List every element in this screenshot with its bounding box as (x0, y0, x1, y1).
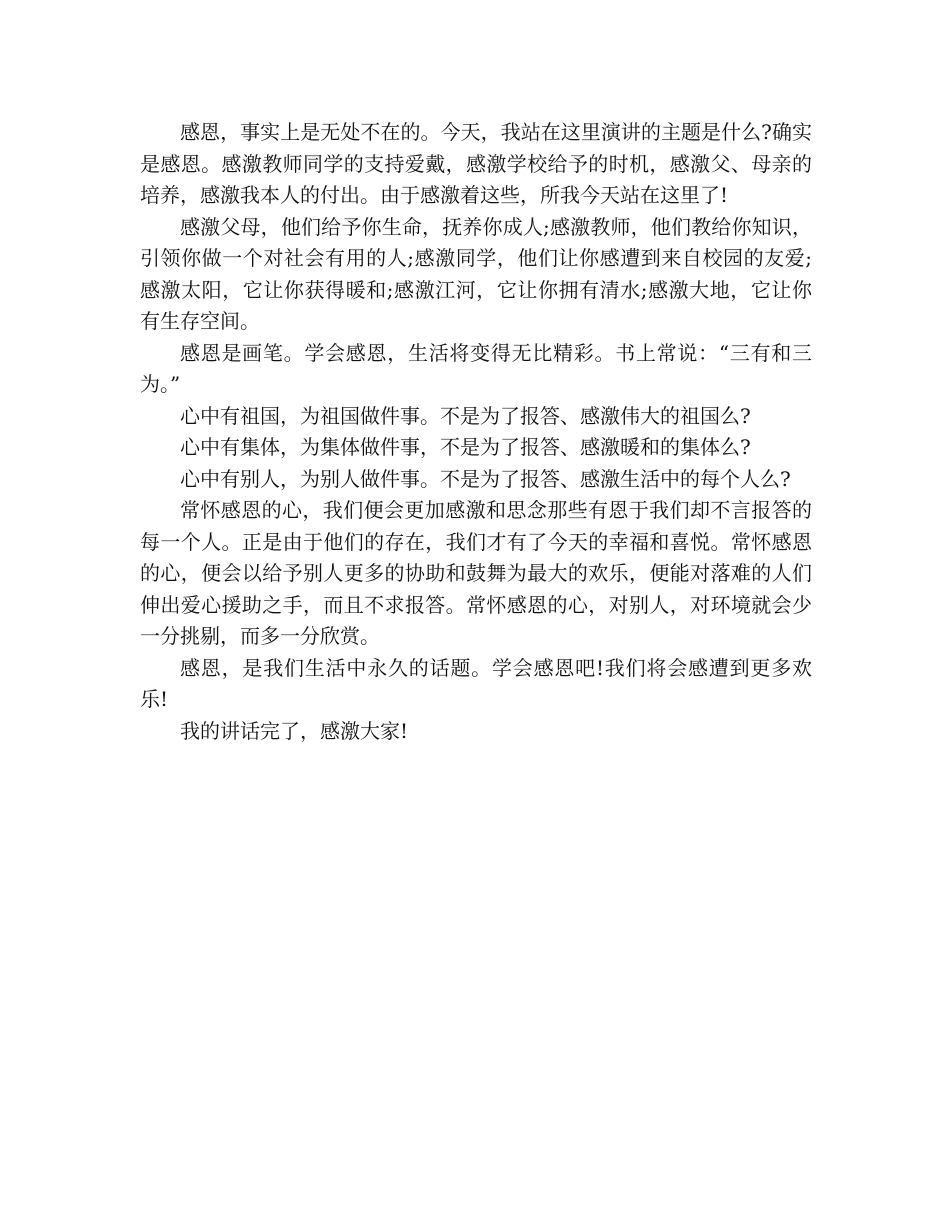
paragraph: 我的讲话完了，感激大家! (180, 718, 409, 743)
paragraph: 感激父母，他们给予你生命，抚养你成人;感激教师，他们教给你知识，引领你做一个对社会有用的人;感激同学，他们让你感遭到来自校园的友爱;感激太阳，它让你获得暖和;感激江河，它让你拥有清水;感激大地，它让你有生存空间。 (140, 214, 812, 333)
paragraph: 心中有别人，为别人做件事。不是为了报答、感激生活中的每个人么? (180, 466, 791, 491)
paragraph: 感恩，事实上是无处不在的。今天，我站在这里演讲的主题是什么?确实是感恩。感激教师同学的支持爱戴，感激学校给予的时机，感激父、母亲的培养，感激我本人的付出。由于感激着这些，所我今天站在这里了! (140, 120, 812, 207)
paragraph: 感恩，是我们生活中永久的话题。学会感恩吧!我们将会感遭到更多欢乐! (140, 655, 812, 711)
document-body (140, 117, 812, 747)
paragraph: 感恩是画笔。学会感恩，生活将变得无比精彩。书上常说：“三有和三为。” (140, 340, 812, 396)
paragraph: 心中有祖国，为祖国做件事。不是为了报答、感激伟大的祖国么? (180, 403, 751, 428)
paragraph: 常怀感恩的心，我们便会更加感激和思念那些有恩于我们却不言报答的每一个人。正是由于他们的存在，我们才有了今天的幸福和喜悦。常怀感恩的心，便会以给予别人更多的协助和鼓舞为最大的欢乐，便能对落难的人们伸出爱心援助之手，而且不求报答。常怀感恩的心，对别人，对环境就会少一分挑剔，而多一分欣赏。 (140, 498, 812, 648)
paragraph: 心中有集体，为集体做件事，不是为了报答、感激暖和的集体么? (180, 435, 751, 459)
